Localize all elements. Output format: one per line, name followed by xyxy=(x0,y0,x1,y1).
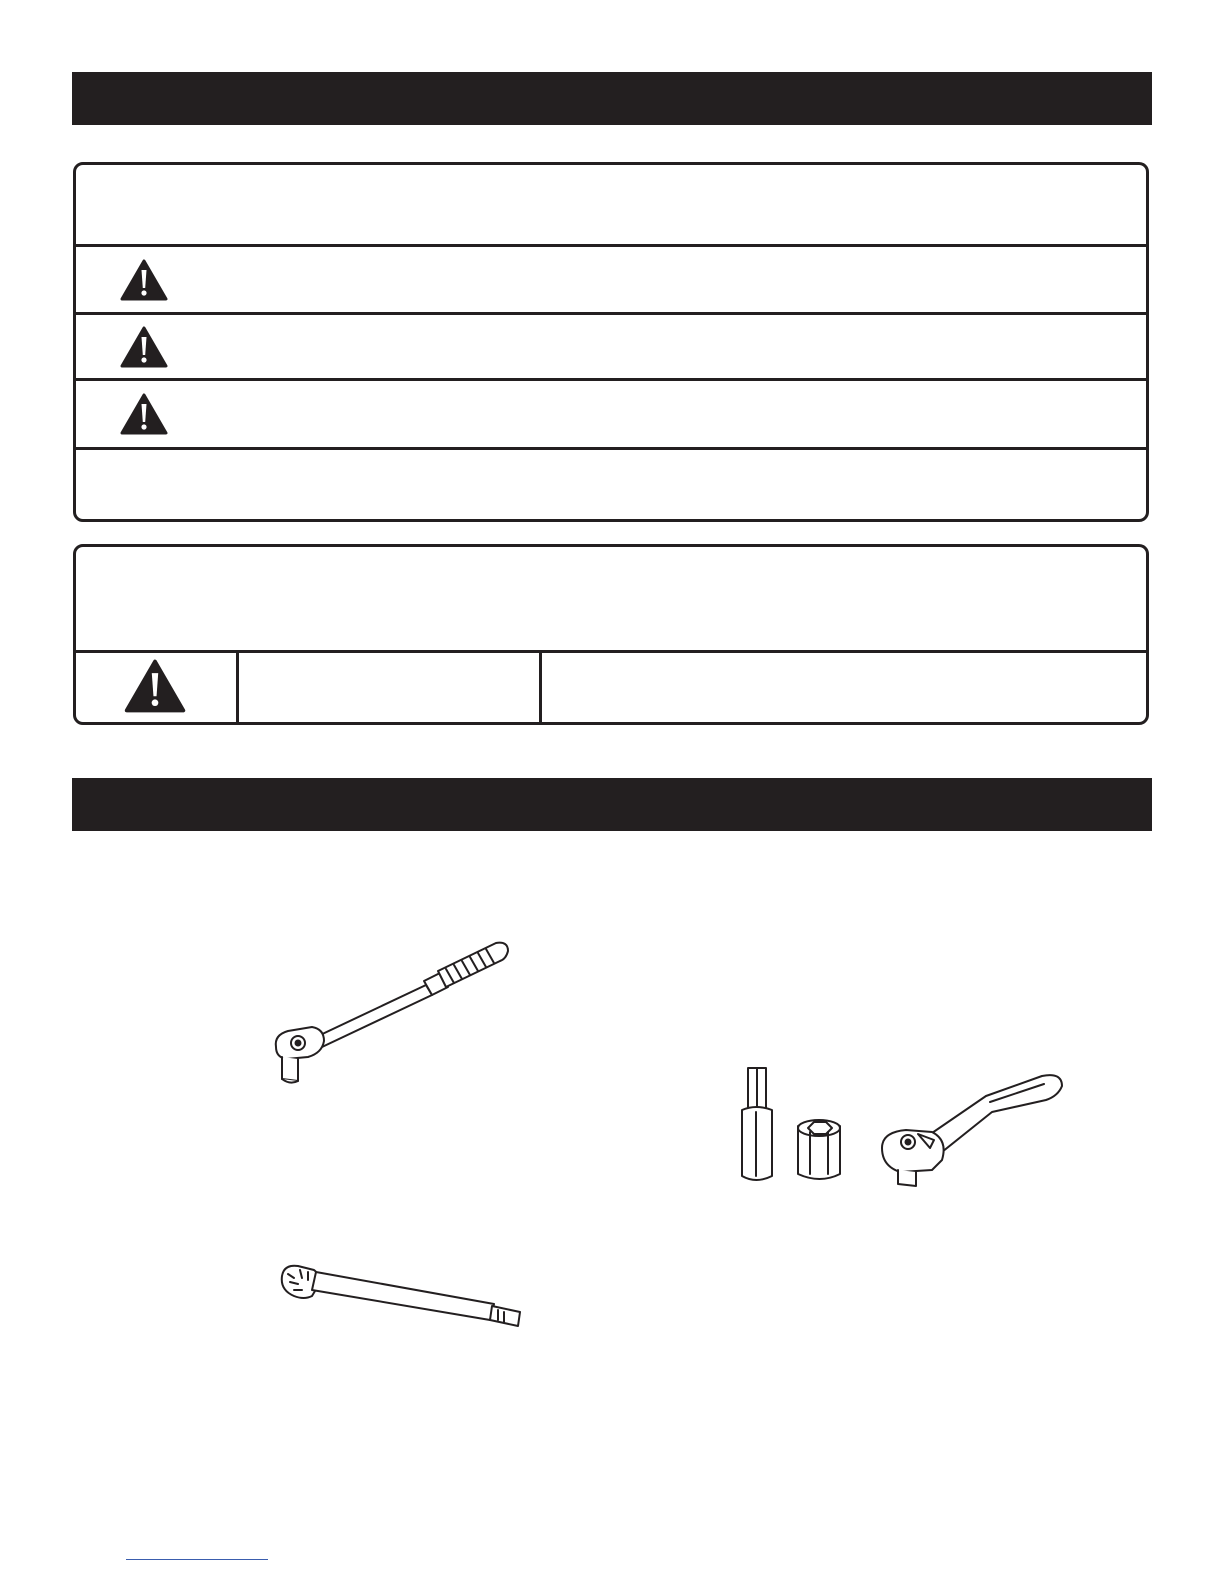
symbol-row xyxy=(76,244,1146,312)
warning-triangle-icon xyxy=(120,259,168,301)
signal-word-cell xyxy=(236,653,539,722)
symbols-table xyxy=(73,162,1149,522)
footer-rule xyxy=(126,1559,268,1560)
warning-triangle-icon xyxy=(120,393,168,435)
socket-and-ratchet-set-illustration xyxy=(736,1062,1070,1192)
warning-triangle-icon xyxy=(124,659,186,713)
signal-meaning-cell xyxy=(539,653,1146,722)
symbol-row xyxy=(76,312,1146,378)
section-header-bar xyxy=(72,778,1152,831)
signal-icon-cell xyxy=(76,653,236,722)
signal-row xyxy=(76,650,1146,722)
extension-bar-illustration xyxy=(276,1256,526,1338)
section-header-bar xyxy=(72,72,1152,125)
signal-intro-row xyxy=(76,547,1146,650)
symbol-row xyxy=(76,447,1146,519)
symbols-intro-row xyxy=(76,165,1146,244)
warning-triangle-icon xyxy=(120,326,168,368)
symbol-row xyxy=(76,378,1146,447)
signal-word-table xyxy=(73,544,1149,725)
torque-wrench-illustration xyxy=(268,935,518,1095)
